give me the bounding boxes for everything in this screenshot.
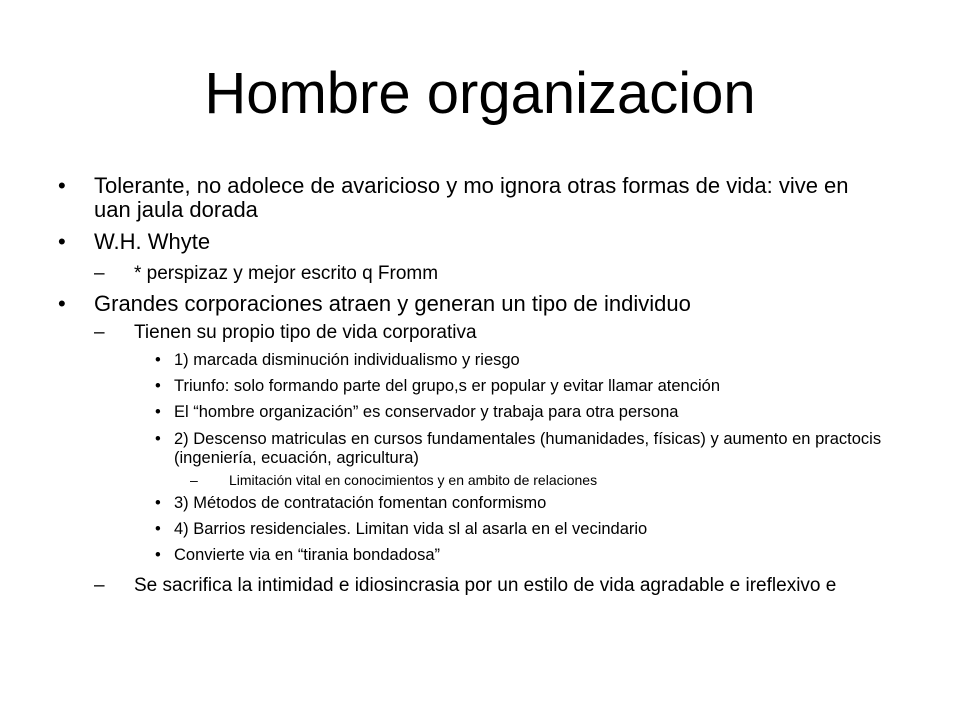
dash-marker: – <box>190 472 198 488</box>
bullet-marker: • <box>58 229 66 254</box>
sub-sub-item: El “hombre organización” es conservador y trabaja para otra persona <box>174 403 679 421</box>
bullet-marker: • <box>58 291 66 316</box>
dash-marker: – <box>94 575 105 596</box>
bullet-marker: • <box>155 430 161 448</box>
sub-sub-item: Convierte via en “tirania bondadosa” <box>174 546 440 564</box>
sub-item: Se sacrifica la intimidad e idiosincrasia por un estilo de vida agradable e ireflexivo e <box>134 575 837 596</box>
sub-sub-item: Triunfo: solo formando parte del grupo,s er popular y evitar llamar atención <box>174 377 721 395</box>
bullet-marker: • <box>155 351 161 369</box>
sub-sub-item: 2) Descenso matriculas en cursos fundamentales (humanidades, físicas) y aumento en practocis (ingeniería, ecuación, agricultura) <box>174 430 882 467</box>
bullet-item: Tolerante, no adolece de avaricioso y mo ignora otras formas de vida: vive en uan jaula dorada <box>94 173 849 222</box>
bullet-marker: • <box>155 377 161 395</box>
bullet-marker: • <box>155 520 161 538</box>
bullet-marker: • <box>155 494 161 512</box>
sub-item: * perspizaz y mejor escrito q Fromm <box>134 263 439 284</box>
sub-sub-item: 1) marcada disminución individualismo y riesgo <box>174 351 520 369</box>
dash-marker: – <box>94 263 105 284</box>
slide-title: Hombre organizacion <box>204 61 756 126</box>
bullet-marker: • <box>155 403 161 421</box>
sub-sub-item: 4) Barrios residenciales. Limitan vida sl al asarla en el vecindario <box>174 520 648 538</box>
sub-item: Tienen su propio tipo de vida corporativa <box>134 322 477 343</box>
bullet-marker: • <box>58 173 66 198</box>
bullet-marker: • <box>155 546 161 564</box>
bullet-item: Grandes corporaciones atraen y generan un tipo de individuo <box>94 291 691 316</box>
sub-sub-item: 3) Métodos de contratación fomentan conformismo <box>174 494 547 512</box>
dash-marker: – <box>94 322 105 343</box>
sub-sub-sub-item: Limitación vital en conocimientos y en ambito de relaciones <box>229 472 598 488</box>
bullet-item: W.H. Whyte <box>94 229 211 254</box>
